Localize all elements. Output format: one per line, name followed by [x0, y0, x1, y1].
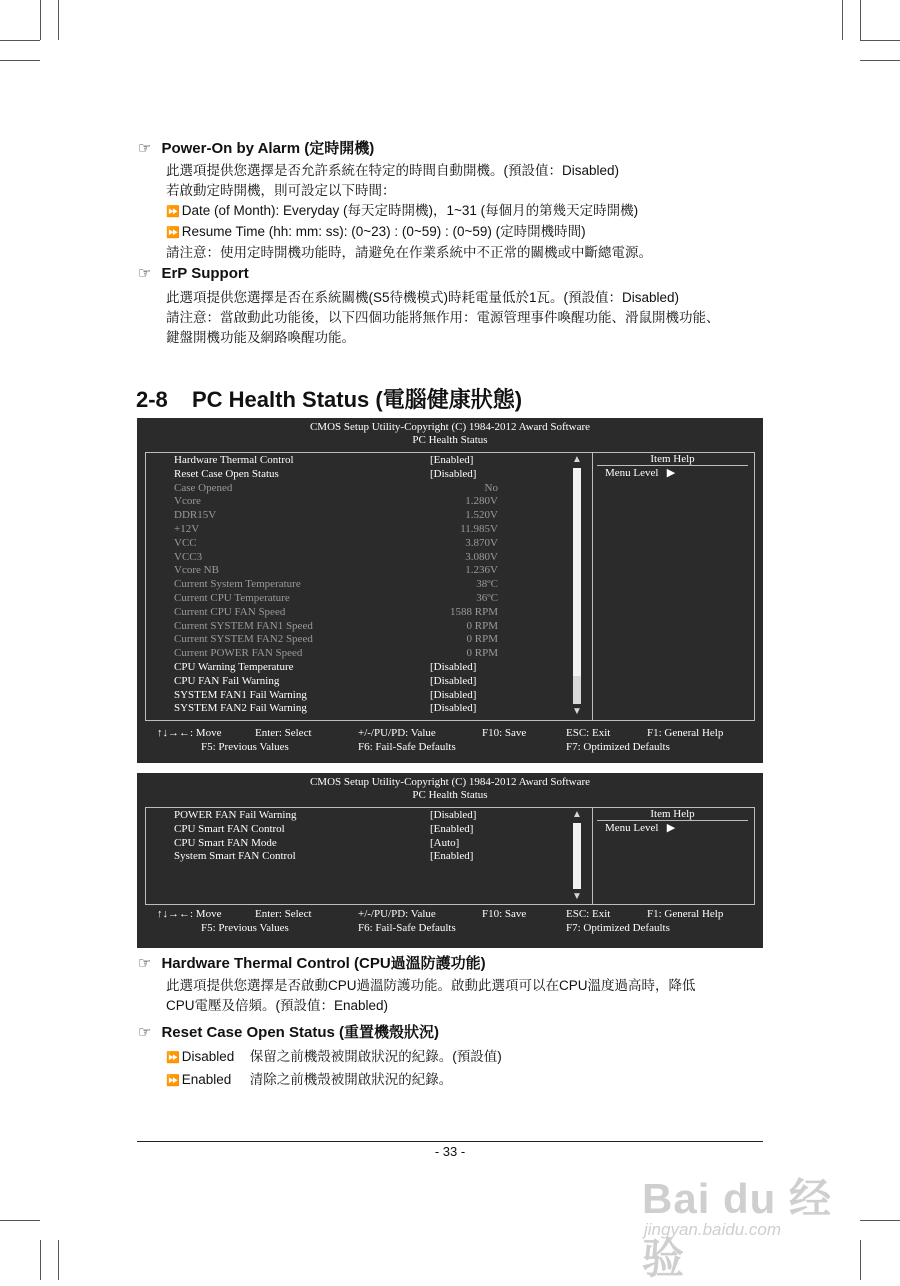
option-description: 此選項提供您選擇是否在系統關機(S5待機模式)時耗電量低於1瓦。(預設值：Disabled) 請注意：當啟動此功能後，以下四個功能將無作用：電源管理事件喚醒功能、滑鼠開機功能、 鍵盤開機功能及網路喚醒功能。 — [166, 290, 720, 345]
bios-setting-row — [174, 482, 534, 496]
setting-value[interactable]: [Disabled] — [430, 660, 477, 673]
option-description: 此選項提供您選擇是否啟動CPU過溫防護功能。啟動此選項可以在CPU溫度過高時，降低 CPU電壓及倍頻。(預設值：Enabled) — [166, 978, 696, 1013]
bios-setting-row[interactable] — [174, 661, 534, 675]
bios-content-frame — [145, 807, 755, 905]
setting-label: Case Opened — [174, 481, 233, 494]
bios-setting-row — [174, 523, 534, 537]
setting-label: Hardware Thermal Control — [174, 454, 294, 466]
setting-value: No — [484, 481, 498, 494]
bios-setting-row[interactable] — [174, 850, 534, 864]
bios-setting-row[interactable] — [174, 689, 534, 703]
item-help-panel: Item Help Menu Level ▶ — [592, 808, 754, 904]
setting-label: DDR15V — [174, 509, 217, 522]
setting-label: SYSTEM FAN1 Fail Warning — [174, 688, 307, 701]
bios-setting-row — [174, 551, 534, 565]
triangle-right-icon: ▶ — [666, 822, 676, 834]
bios-setting-row — [174, 633, 534, 647]
bios-setting-row[interactable] — [174, 837, 534, 851]
bios-setting-row — [174, 647, 534, 661]
setting-value: 11.985V — [460, 522, 498, 535]
crop-mark — [58, 0, 59, 40]
setting-value[interactable]: [Disabled] — [430, 702, 477, 715]
setting-value: 3.080V — [465, 550, 498, 563]
menu-level: Menu Level ▶ — [605, 467, 676, 479]
setting-label: Current CPU Temperature — [174, 591, 290, 604]
baidu-watermark — [642, 1160, 852, 1282]
scrollbar[interactable] — [571, 810, 583, 902]
setting-label: CPU Warning Temperature — [174, 660, 294, 673]
bios-item-list — [174, 454, 534, 716]
setting-label: +12V — [174, 522, 200, 535]
menu-level: Menu Level ▶ — [605, 822, 676, 834]
section-title: 2-8 PC Health Status (電腦健康狀態) — [136, 387, 523, 412]
double-arrow-icon: ⏩ — [166, 1075, 180, 1087]
double-arrow-icon: ⏩ — [166, 1052, 180, 1064]
setting-value[interactable]: [Disabled] — [430, 688, 477, 701]
value-line: ⏩ Enabled 清除之前機殼被開啟狀況的紀錄。 — [166, 1072, 453, 1087]
pointing-hand-icon: ☞ — [138, 1023, 152, 1041]
crop-mark — [860, 1220, 900, 1221]
crop-mark — [0, 40, 40, 41]
pointing-hand-icon: ☞ — [138, 139, 152, 157]
scroll-up-arrow-icon[interactable]: ▲ — [572, 454, 582, 465]
bios-setting-row[interactable] — [174, 702, 534, 716]
pointing-hand-icon: ☞ — [138, 954, 152, 972]
footer-rule — [137, 1141, 763, 1142]
pointing-hand-icon: ☞ — [138, 265, 152, 282]
bios-setting-row — [174, 537, 534, 551]
crop-mark — [860, 1240, 861, 1280]
setting-value: 0 RPM — [466, 647, 498, 660]
bios-screen — [137, 418, 763, 763]
scrollbar[interactable] — [571, 455, 583, 717]
crop-mark — [40, 1240, 41, 1280]
bios-setting-row — [174, 620, 534, 634]
setting-label: Current System Temperature — [174, 578, 301, 591]
bios-setting-row[interactable] — [174, 823, 534, 837]
bios-setting-row[interactable] — [174, 809, 534, 823]
setting-label: Current POWER FAN Speed — [174, 647, 303, 660]
bios-header: CMOS Setup Utility-Copyright (C) 1984-2012 Award Software PC Health Status — [309, 776, 591, 801]
setting-value: 1.236V — [465, 564, 498, 577]
bios-setting-row[interactable] — [174, 454, 534, 468]
bios-key-legend: ↑↓→←: Move Enter: Select +/-/PU/PD: Value F10: Save ESC: Exit F1: General Help F5: Previous Values F6: Fail-Safe Defaults F7: Optimized Defaults — [157, 908, 724, 934]
crop-mark — [0, 60, 40, 61]
bios-screen — [137, 773, 763, 948]
scroll-thumb[interactable] — [573, 823, 581, 889]
bios-setting-row[interactable] — [174, 675, 534, 689]
setting-label: Vcore NB — [174, 564, 219, 577]
item-help-panel: Item Help Menu Level ▶ — [592, 453, 754, 720]
setting-label: VCC3 — [174, 550, 203, 563]
option-description: 此選項提供您選擇是否允許系統在特定的時間自動開機。(預設值：Disabled) 若啟動定時開機，則可設定以下時間： ⏩ Date (of Month): Everyday (每天定時開機)，1~31 (每個月的第幾天定時開機) ⏩ Resume Time (hh: mm: ss): (0~23) : (0~59) : (0~59) (定時開機時間) 請注意：使用定時開機功能時，請避免在作業系統中不正常的關機或中斷總電源。 — [166, 161, 766, 263]
scroll-down-arrow-icon[interactable]: ▼ — [572, 706, 582, 717]
setting-value[interactable]: [Enabled] — [430, 850, 474, 863]
setting-value[interactable]: [Disabled] — [430, 809, 477, 821]
bios-setting-row — [174, 495, 534, 509]
setting-label: Current CPU FAN Speed — [174, 605, 286, 618]
crop-mark — [860, 0, 861, 40]
watermark-url: jingyan.baidu.com — [644, 1220, 782, 1239]
crop-mark — [842, 0, 843, 40]
bullet-line: ⏩ Resume Time (hh: mm: ss): (0~23) : (0~59) : (0~59) (定時開機時間) — [166, 224, 586, 239]
setting-value: 0 RPM — [466, 633, 498, 646]
bios-setting-row — [174, 578, 534, 592]
setting-label: System Smart FAN Control — [174, 850, 296, 863]
setting-value: 0 RPM — [466, 619, 498, 632]
setting-value: 1.280V — [465, 495, 498, 508]
scroll-thumb[interactable] — [573, 468, 581, 676]
setting-value[interactable]: [Disabled] — [430, 674, 477, 687]
setting-value[interactable]: [Auto] — [430, 836, 460, 849]
setting-value: 1.520V — [465, 509, 498, 522]
setting-label: CPU FAN Fail Warning — [174, 674, 280, 687]
setting-label: Current SYSTEM FAN2 Speed — [174, 633, 313, 646]
setting-value[interactable]: [Enabled] — [430, 454, 474, 466]
option-heading: ☞ ErP Support — [138, 264, 249, 282]
double-arrow-icon: ⏩ — [166, 206, 180, 218]
triangle-right-icon: ▶ — [666, 467, 676, 479]
option-heading: ☞ Reset Case Open Status (重置機殼狀況) — [138, 1023, 440, 1041]
crop-mark — [40, 0, 41, 40]
setting-value: 38ºC — [476, 578, 498, 591]
setting-label: Current SYSTEM FAN1 Speed — [174, 619, 313, 632]
bios-setting-row — [174, 564, 534, 578]
bios-setting-row — [174, 509, 534, 523]
setting-value: 36ºC — [476, 591, 498, 604]
option-values — [166, 1046, 766, 1092]
bios-item-list — [174, 809, 534, 864]
value-line: ⏩ Disabled 保留之前機殼被開啟狀況的紀錄。(預設值) — [166, 1049, 502, 1064]
setting-label: SYSTEM FAN2 Fail Warning — [174, 702, 307, 715]
setting-value: 1588 RPM — [450, 605, 498, 618]
setting-label: VCC — [174, 536, 197, 549]
option-heading: ☞ Power-On by Alarm (定時開機) — [138, 139, 375, 157]
setting-label: Reset Case Open Status — [174, 467, 279, 480]
bios-header: CMOS Setup Utility-Copyright (C) 1984-2012 Award Software PC Health Status — [309, 421, 591, 446]
bios-setting-row — [174, 592, 534, 606]
bios-content-frame — [145, 452, 755, 721]
watermark-brand: Bai du 经验 — [642, 1175, 833, 1282]
scroll-up-arrow-icon[interactable]: ▲ — [572, 809, 582, 820]
crop-mark — [58, 1240, 59, 1280]
crop-mark — [860, 60, 900, 61]
bios-setting-row — [174, 606, 534, 620]
crop-mark — [0, 1220, 40, 1221]
crop-mark — [860, 40, 900, 41]
setting-value[interactable]: [Disabled] — [430, 467, 477, 480]
option-heading: ☞ Hardware Thermal Control (CPU過溫防護功能) — [138, 954, 486, 972]
double-arrow-icon: ⏩ — [166, 227, 180, 239]
setting-label: CPU Smart FAN Control — [174, 822, 285, 835]
setting-label: CPU Smart FAN Mode — [174, 836, 277, 849]
bullet-line: ⏩ Date (of Month): Everyday (每天定時開機)，1~31 (每個月的第幾天定時開機) — [166, 203, 639, 218]
bios-setting-row[interactable] — [174, 468, 534, 482]
bios-key-legend: ↑↓→←: Move Enter: Select +/-/PU/PD: Value F10: Save ESC: Exit F1: General Help F5: Previous Values F6: Fail-Safe Defaults F7: Optimized Defaults — [157, 727, 724, 753]
page-number: - 33 - — [434, 1144, 466, 1159]
scroll-down-arrow-icon[interactable]: ▼ — [572, 891, 582, 902]
setting-value: 3.870V — [465, 536, 498, 549]
setting-value[interactable]: [Enabled] — [430, 822, 474, 835]
setting-label: Vcore — [174, 495, 201, 508]
setting-label: POWER FAN Fail Warning — [174, 809, 297, 821]
